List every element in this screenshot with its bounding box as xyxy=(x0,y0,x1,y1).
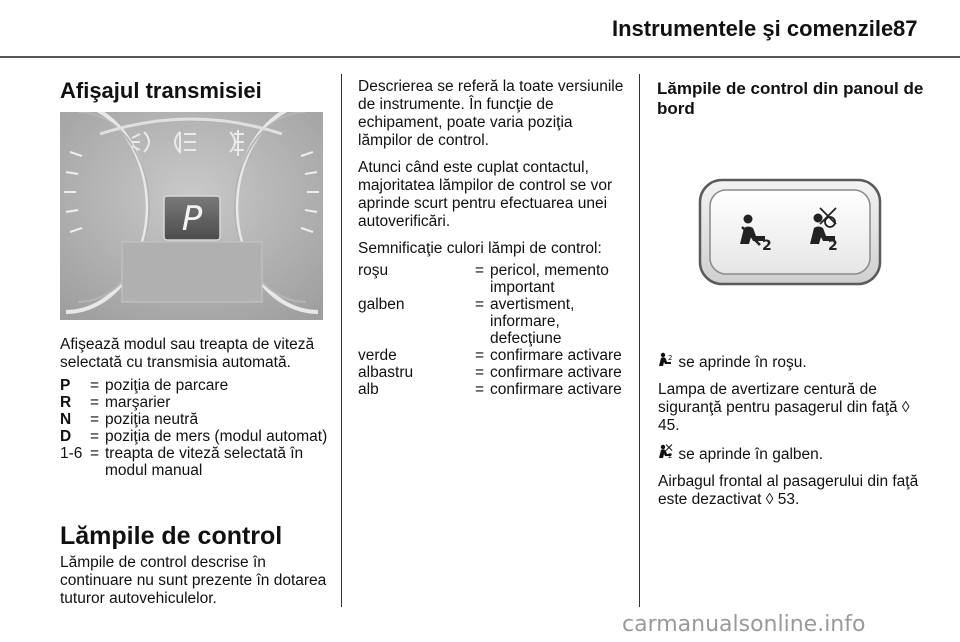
color-meaning: avertisment, informare, defecţiune xyxy=(490,296,575,347)
paragraph-color-meaning: Semnificaţie culori lămpi de control: xyxy=(358,240,602,257)
page-number: 87 xyxy=(893,16,918,41)
svg-text:2: 2 xyxy=(668,354,673,362)
control-lamps-note: Lămpile de control descrise în continuare nu sunt prezente în dotarea tuturor autovehiculelor. xyxy=(60,554,327,607)
airbag-off-icon xyxy=(658,444,674,464)
seatbelt-lamp-line xyxy=(658,352,928,372)
equals-sign: = xyxy=(475,296,485,313)
gear-meaning: poziţia de parcare xyxy=(105,377,229,394)
svg-text:2: 2 xyxy=(762,238,772,254)
list-item xyxy=(358,296,630,347)
svg-text:2: 2 xyxy=(828,238,838,254)
color-meaning: confirmare activare xyxy=(490,381,622,398)
airbag-lamp-line xyxy=(658,444,928,464)
page-reference-icon[interactable]: ◊ xyxy=(901,399,910,416)
column-divider-right xyxy=(639,74,640,607)
gear-key: P xyxy=(60,377,71,394)
list-item xyxy=(358,364,630,381)
list-item xyxy=(358,381,630,398)
page-reference-icon[interactable]: ◊ xyxy=(765,491,774,508)
svg-text:2: 2 xyxy=(668,452,673,459)
gear-key: R xyxy=(60,394,72,411)
equals-sign: = xyxy=(90,411,100,428)
gear-key: 1-6 xyxy=(60,445,83,462)
gear-definition-list xyxy=(60,377,330,479)
section-title-transmission-display: Afişajul transmisiei xyxy=(60,78,262,103)
list-item xyxy=(60,394,330,411)
color-definition-list xyxy=(358,262,630,398)
equals-sign: = xyxy=(475,381,485,398)
page-reference-link[interactable]: 45. xyxy=(658,417,680,434)
running-header-title: Instrumentele şi comenzile xyxy=(612,16,894,41)
gear-indicator-letter: P xyxy=(181,199,203,239)
airbag-lamp-color: se aprinde în galben. xyxy=(678,446,824,463)
gear-meaning: poziţia neutră xyxy=(105,411,199,428)
color-key: galben xyxy=(358,296,405,313)
gear-meaning: treapta de viteză selectată în modul manual xyxy=(105,445,304,479)
airbag-lamp-text: Airbagul frontal al pasagerului din faţă este dezactivat xyxy=(658,473,919,508)
seatbelt-lamp-text: Lampa de avertizare centură de siguranţă pentru pasagerul din faţă xyxy=(658,381,898,416)
color-key: alb xyxy=(358,381,379,398)
transmission-description: Afişează modul sau treapta de viteză selectată cu transmisia automată. xyxy=(60,336,315,371)
paragraph-versions: Descrierea se referă la toate versiunile de instrumente. În funcţie de echipament, poate varia poziţia lămpilor de control. xyxy=(358,78,624,149)
equals-sign: = xyxy=(90,377,100,394)
paragraph-self-check: Atunci când este cuplat contactul, majoritatea lămpilor de control se vor aprinde scurt pentru efectuarea unei autoverificări. xyxy=(358,159,613,230)
header-rule xyxy=(0,56,960,58)
list-item xyxy=(60,428,330,445)
list-item xyxy=(358,262,630,296)
gear-meaning: marşarier xyxy=(105,394,171,411)
page-reference-link[interactable]: 53. xyxy=(777,491,800,508)
transmission-display-photo xyxy=(60,112,323,320)
color-key: roşu xyxy=(358,262,389,279)
list-item xyxy=(60,445,330,479)
gear-key: N xyxy=(60,411,72,428)
column-divider-left xyxy=(341,74,342,607)
watermark: carmanualsonline.info xyxy=(622,612,866,637)
color-meaning: confirmare activare xyxy=(490,364,622,381)
color-key: albastru xyxy=(358,364,414,381)
color-key: verde xyxy=(358,347,397,364)
list-item xyxy=(358,347,630,364)
color-meaning: pericol, memento important xyxy=(490,262,609,296)
section-title-control-lamps: Lămpile de control xyxy=(60,522,283,550)
equals-sign: = xyxy=(475,364,485,381)
color-meaning: confirmare activare xyxy=(490,347,622,364)
seatbelt-lamp-color: se aprinde în roşu. xyxy=(678,354,807,371)
equals-sign: = xyxy=(90,428,100,445)
seatbelt-lamp-description xyxy=(658,381,928,435)
equals-sign: = xyxy=(475,347,485,364)
list-item xyxy=(60,377,330,394)
list-item xyxy=(60,411,330,428)
equals-sign: = xyxy=(475,262,485,279)
passenger-lamps-panel-photo xyxy=(660,124,920,338)
airbag-lamp-description xyxy=(658,473,928,509)
seatbelt-passenger-icon xyxy=(658,352,674,372)
gear-meaning: poziţia de mers (modul automat) xyxy=(105,428,328,445)
equals-sign: = xyxy=(90,394,100,411)
gear-key: D xyxy=(60,428,72,445)
equals-sign: = xyxy=(90,445,100,462)
section-title-dashboard-lamps: Lămpile de control din panoul de bord xyxy=(657,79,924,118)
